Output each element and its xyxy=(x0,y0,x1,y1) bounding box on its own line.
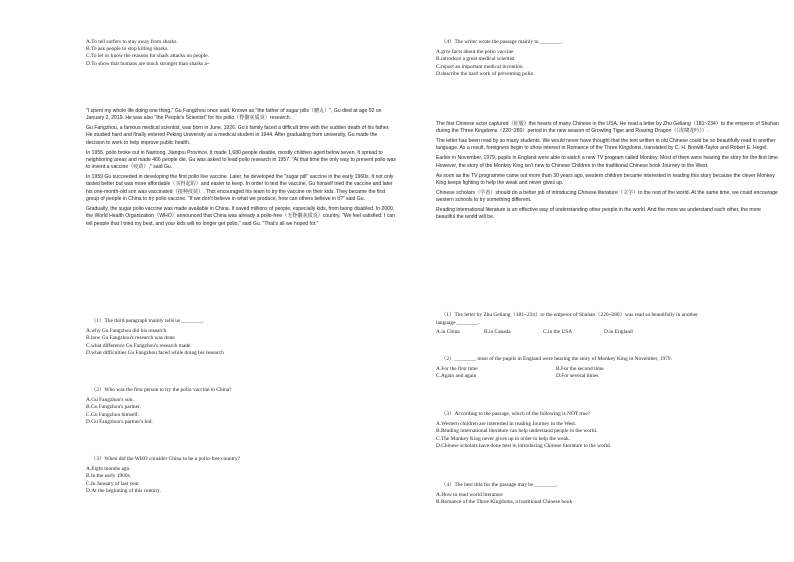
option-b: B.Gu Fangzhou's partner. xyxy=(86,404,141,411)
option-d: D.At the beginning of this century. xyxy=(86,487,161,494)
option-d: D.what difficulties Gu Fangzhou faced while doing his research xyxy=(86,349,224,356)
option-d: D.To show that humans are much stronger than sharks a~ xyxy=(86,60,210,67)
option-a: A.give facts about the polio vaccine xyxy=(436,49,514,56)
options-row xyxy=(436,329,781,336)
passage-paragraph: Chinese scholars（学者）should do a better job of introducing Chinese literature（文学）to the rest of the world. At the same time, we could encourage western schools to try something different. xyxy=(436,189,778,204)
question-stem: （4）The best title for the passage may be ________. xyxy=(441,482,558,488)
question-4-previous xyxy=(436,39,781,78)
question-stem: （4）The writer wrote the passage mainly to ________. xyxy=(441,39,563,45)
passage-paragraph: The first Chinese actor captured（征服）the hearts of many Chinese in the USA. He read a letter by Zhu Geliang（181~234）to the emperor of Shuhan during the Three Kingdoms（220~280）period in the new season of Growling Tiger and Roaring Dragon（《虎啸龙吟》）. xyxy=(436,121,779,135)
passage-paragraph: Earlier in November, 1979, pupils in England were able to watch a new TV program called Monkey. Most of them were hearing the story for the first time. However, the story of the Monkey King isn't new to Chinese Children in the traditional Chinese book Journey to the West. xyxy=(436,155,780,169)
option-d: D.For several times xyxy=(556,373,599,380)
option-a: A.Gu Fangzhou's son. xyxy=(86,397,134,404)
options-row xyxy=(436,373,781,380)
option-d: D.Chinese scholars have done best in introducing Chinese literature to the world. xyxy=(436,442,612,449)
question-r4 xyxy=(436,482,781,507)
option-c: C.in the USA xyxy=(543,329,573,336)
option-c: C.Again and again xyxy=(436,373,477,380)
question-2 xyxy=(86,387,396,426)
passage-paragraph: In 1955, polio broke out in Nantong, Jiangsu Province. It made 1,680 people disable, mostly children aged below seven. It spread to neighboring areas and made 466 people die. Gu was asked to lead polio research in 1957. "At that time the only way to prevent polio was to invent a vaccine（疫苗）," said Gu. xyxy=(86,149,396,171)
option-b: B.Romance of the Three Kingdoms, a traditional Chinese book xyxy=(436,499,573,506)
question-stem: （2）________ most of the pupils in England were hearing the story of Monkey King in November, 1979. xyxy=(441,356,672,362)
option-d: D.Gu Fangzhou's partner's kid. xyxy=(86,418,153,425)
question-stem: （1）The letter by Zhu Geliang（181~234）to the emperor of Shuhan（220~280）was read so beautifully in another xyxy=(441,312,698,318)
question-1 xyxy=(86,318,396,357)
question-r3 xyxy=(436,411,781,450)
option-c: C.report an important medical invention xyxy=(436,63,523,70)
passage-paragraph: Reading international literature is an effective way of understanding other people in the world. And the more we understand each other, the more beautiful the world will be. xyxy=(436,206,761,221)
option-a: A.How to read world literature xyxy=(436,492,503,499)
question-3 xyxy=(86,456,396,495)
option-b: B.in Canada xyxy=(484,329,511,336)
option-a: A.Western children are interested in reading Journey to the West. xyxy=(436,421,577,428)
option-d: D.in England xyxy=(604,329,633,336)
passage-paragraph: The letter has been read by so many students. We would never have thought that the text written in old Chinese could be so beautifully read in another language. As a result, foreigners begin to show interest in Romance of the Three Kingdoms, translated by C. H. Brewitt-Taylor and Robert E. Hegel. xyxy=(436,138,776,152)
reading-passage-literature xyxy=(436,121,781,224)
option-b: B.introduce a great medical scientist xyxy=(436,56,515,63)
question-stem: （1）The third paragraph mainly tells us ________. xyxy=(91,318,205,324)
question-stem: （3）When did the WHO consider China to be a polio-free country? xyxy=(91,456,240,462)
question-r1 xyxy=(436,312,781,337)
question-stem: （3）According to the passage, which of the following is NOT true? xyxy=(441,411,591,417)
options-row xyxy=(436,366,781,373)
passage-paragraph: As soon as the TV programme came out more than 30 years ago, western children became interested in reading this story because the clever Monkey King keeps fighting to help the weak and never gives up. xyxy=(436,172,775,186)
option-b: B.Reading international literature can help understand people in the world. xyxy=(436,428,598,435)
question-r2 xyxy=(436,356,781,381)
option-c: C.To let us know the reasons for shark attacks on people. xyxy=(86,53,209,60)
option-a: A.To tell surfers to stay away from sharks. xyxy=(86,39,178,45)
option-b: B.how Gu Fangzhou's research was done xyxy=(86,335,175,342)
reading-passage-gu-fangzhou xyxy=(86,108,396,230)
question-stem: （2）Who was the first person to try the polio vaccine in China? xyxy=(91,387,232,393)
option-c: C.Gu Fangzhou himself. xyxy=(86,411,140,418)
passage-paragraph: Gu Fangzhou, a famous medical scientist, was born in June, 1926. Gu's family faced a difficult time with the sudden death of his father. He studied hard and finally entered Peking University as a medical student in 1944. After graduating from university, Gu made the decision to work to help improve public health. xyxy=(86,125,390,146)
option-a: A.why Gu Fangzhou did his research xyxy=(86,328,167,335)
option-c: C.The Monkey King never gives up in order to help the weak. xyxy=(436,435,570,442)
option-b: B.In the early 1960s. xyxy=(86,473,132,480)
option-a: A.in China xyxy=(436,329,460,336)
option-a: A.For the first time xyxy=(436,366,478,373)
option-c: C.In January of last year. xyxy=(86,480,140,487)
passage-paragraph: "I spent my whole life doing one thing," Gu Fangzhou once said. Known as "the father of sugar pills（糖丸）", Gu died at age 92 on January 2, 2019. He was also "the People's Scientist" for his polio（脊髓灰质炎）research. xyxy=(86,108,382,122)
previous-question-options xyxy=(86,39,396,68)
option-b: B.To ask people to stop killing sharks. xyxy=(86,46,169,53)
option-b: B.For the second time xyxy=(556,366,604,373)
question-stem-continued: language ________. xyxy=(436,320,480,327)
passage-paragraph: In 1959 Gu succeeded in developing the first polio live vaccine. Later, he developed the "sugar pill" vaccine in the early 1960s. It not only tasted better but was more affordable（买得起的）and easier to keep. In order to test the vaccine, Gu himself tried the vaccine and later his one-month-old son was vaccinated（接种疫苗）. This encouraged his team to try the vaccine on their kids. They became the first group of people in China to try polio vaccine. "If we don't believe in what we produce, how can others believe in it?" said Gu. xyxy=(86,174,394,203)
option-c: C.what difference Gu Fangzhou's research made xyxy=(86,342,191,349)
passage-paragraph: Gradually, the sugar polio vaccine was made available in China. It saved millions of people, especially kids, from being disabled. In 2000, the World Health Organization（WHO）announced that China was already a polio-free（无脊髓灰质炎）country. "We feel satisfied. I can tell people that I tried my best, and your kids will no longer get polio," said Gu. "That's all we hoped for." xyxy=(86,205,395,227)
option-d: D.describe the hard work of preventing polio xyxy=(436,70,534,77)
option-a: A.Eight months ago. xyxy=(86,466,131,473)
